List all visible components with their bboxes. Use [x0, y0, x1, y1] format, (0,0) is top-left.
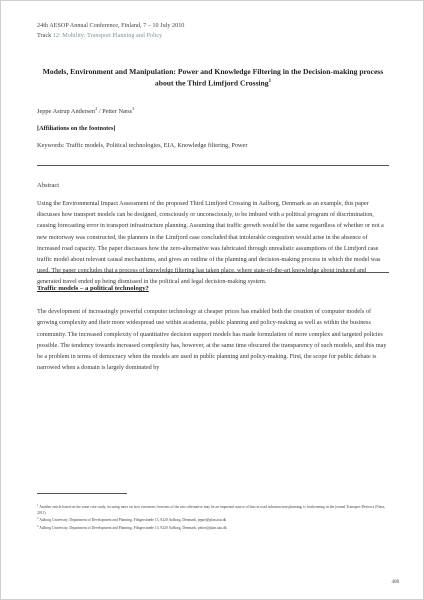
- paper-title-text: Models, Environment and Manipulation: Power and Knowledge Filtering in the Decision-making process about the Third Limfjord Crossing: [42, 67, 384, 88]
- section-heading: Traffic models – a political technology?: [37, 285, 149, 292]
- conference-line: 24th AESOP Annual Conference, Finland, 7 – 10 July 2010: [37, 22, 185, 29]
- author-line: [37, 106, 134, 115]
- abstract-text: Using the Environmental Impact Assessment of the proposed Third Limfjord Crossing in Aalborg, Denmark as an example, this paper discusses how transport models can be designed, consciously or unconsciously, to be imbued with a political program of discrimination, causing forecasting error in transport infrastructure planning. Assuming that traffic growth would be the same regardless of whether or not a new motorway was constructed, the planners in the Limfjord case concluded that intolerable congestion would arise in the absence of increased road capacity. The paper discusses how the zero-alternative was fabricated through unrealistic assumptions of the Limfjord case traffic model about relevant causal mechanisms, and gives an outline of the planning and decision-making process in which the model was used. The paper concludes that a process of knowledge filtering has taken place, where state-of-the-art knowledge about induced and generated travel ended up being dismissed in the political and legal decision-making system.: [37, 200, 384, 286]
- footnote-rule: [37, 493, 127, 494]
- author-separator: /: [97, 108, 103, 116]
- track-name: 12: Mobility: Transport Planning and Policy: [52, 31, 163, 39]
- page-number: 408: [391, 580, 399, 585]
- footnote-text: Aalborg University, Department of Development and Planning, Fibigerstræde 13, 9220 Aalborg, Denmark, jeppe@plan.aau.dk: [39, 518, 227, 523]
- running-header: [37, 21, 184, 40]
- author-footnote-marker: 3: [132, 106, 135, 111]
- footnote-marker: 1: [37, 503, 39, 507]
- abstract-heading: Abstract: [37, 182, 60, 189]
- paper-title: [35, 67, 391, 89]
- section-body-text: The development of increasingly powerful computer technology at cheaper prices has enabled both the creation of computer models of growing complexity and their more widespread use within academia, public planning and policy-making as well as within the business community. The increased complexity of quantitative decision support models has made formulation of more complex and targeted policies possible. The tendency towards increased complexity has, however, at the same time obscured the transparency of such models, and this may be a problem in terms of democracy when the models are used in public planning and policy-making. First, the scope for public debate is narrowed when a domain is largely dominated by: [37, 308, 387, 372]
- footnote-marker: 2: [37, 516, 39, 521]
- keywords-line: Keywords: Traffic models, Political technologies, EIA, Knowledge filtering, Power: [37, 142, 248, 149]
- footnote-item: [37, 516, 389, 524]
- footnotes: [37, 503, 389, 532]
- divider-abstract: [37, 272, 389, 273]
- affiliations-note: [Affiliations on the footnotes]: [37, 125, 116, 132]
- footnote-marker: 3: [37, 524, 39, 529]
- footnote-item: [37, 503, 389, 516]
- footnote-item: [37, 524, 389, 532]
- author-footnote-marker: 2: [95, 106, 98, 111]
- track-line: [37, 31, 184, 41]
- divider-top: [37, 165, 389, 166]
- footnote-text: Aalborg University, Department of Development and Planning, Fibigerstræde 13, 9220 Aalborg, Denmark, petter@plan.aau.dk: [39, 526, 227, 531]
- footnote-text: Another article based on the same case study, focusing more on how erroneous forecasts of the zero alternative may be an important source of bias in road infrastructure planning, is forthcoming in the journal Transport Reviews (Næss, 2011).: [37, 505, 386, 515]
- track-label: Track: [37, 31, 52, 39]
- author-name: Petter Næss: [102, 108, 133, 116]
- title-footnote-marker: 1: [268, 79, 272, 84]
- author-name: Jeppe Astrup Andersen: [37, 108, 96, 116]
